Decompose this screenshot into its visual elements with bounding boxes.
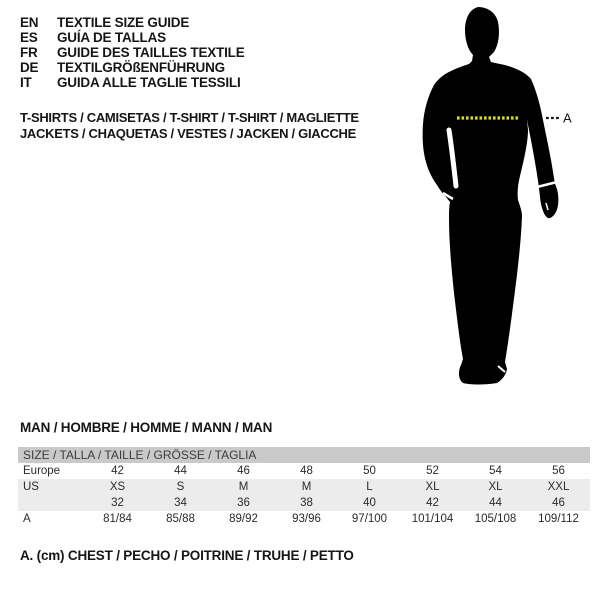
size-cell: 81/84 [103,513,132,525]
size-cell: 44 [489,497,502,509]
list-item [20,45,245,60]
size-cell: M [301,481,312,493]
language-list [20,15,245,90]
size-cell: L [366,481,373,493]
language-code: FR [20,45,38,60]
size-cell: 109/112 [538,513,579,525]
garment-line-jackets: JACKETS / CHAQUETAS / VESTES / JACKEN / GIACCHE [20,126,356,141]
size-cell: S [176,481,185,493]
language-label: GUIDA ALLE TAGLIE TESSILI [57,75,241,90]
size-cell: 97/100 [351,513,388,525]
size-cell: 38 [300,497,313,509]
size-cell: 52 [426,465,439,477]
measure-label-a: A [563,110,572,126]
size-cell: 50 [363,465,376,477]
language-code: IT [20,75,32,90]
list-item [20,60,245,75]
table-row [18,479,590,495]
garment-line-tshirts: T-SHIRTS / CAMISETAS / T-SHIRT / T-SHIRT / MAGLIETTE [20,110,359,125]
man-silhouette [423,7,559,385]
size-cell: 85/88 [166,513,195,525]
size-cell: M [238,481,249,493]
size-cell: XS [109,481,126,493]
size-cell: 34 [174,497,187,509]
table-row [18,463,590,479]
language-code: ES [20,30,38,45]
size-cell: 44 [174,465,187,477]
list-item [20,30,245,45]
garment-categories [20,110,359,142]
row-label: US [23,481,39,493]
size-cell: 42 [426,497,439,509]
size-cell: 46 [237,465,250,477]
size-cell: XL [425,481,440,493]
table-row [18,495,590,511]
language-label: GUÍA DE TALLAS [57,30,166,45]
size-cell: 93/96 [292,513,321,525]
size-cell: 36 [237,497,250,509]
size-cell: 32 [111,497,124,509]
size-table [18,447,590,527]
language-label: TEXTILGRÖßENFÜHRUNG [57,60,225,75]
size-cell: 89/92 [229,513,258,525]
table-row [18,511,590,527]
size-cell: 48 [300,465,313,477]
size-cell: 40 [363,497,376,509]
list-item [20,75,245,90]
size-cell: 42 [111,465,124,477]
size-cell: XXL [547,481,570,493]
size-cell: 54 [489,465,502,477]
row-label: Europe [23,465,61,477]
size-cell: 56 [552,465,565,477]
measure-footnote: A. (cm) CHEST / PECHO / POITRINE / TRUHE / PETTO [20,548,354,563]
language-code: EN [20,15,39,30]
list-item [20,15,245,30]
language-code: DE [20,60,39,75]
size-table-header: SIZE / TALLA / TAILLE / GRÖSSE / TAGLIA [18,447,590,463]
language-label: TEXTILE SIZE GUIDE [57,15,190,30]
size-cell: 46 [552,497,565,509]
language-label: GUIDE DES TAILLES TEXTILE [57,45,245,60]
row-label: A [23,513,31,525]
man-silhouette-figure [415,4,590,388]
size-cell: 105/108 [474,513,517,525]
size-cell: XL [488,481,503,493]
section-title: MAN / HOMBRE / HOMME / MANN / MAN [20,420,273,435]
size-cell: 101/104 [411,513,454,525]
